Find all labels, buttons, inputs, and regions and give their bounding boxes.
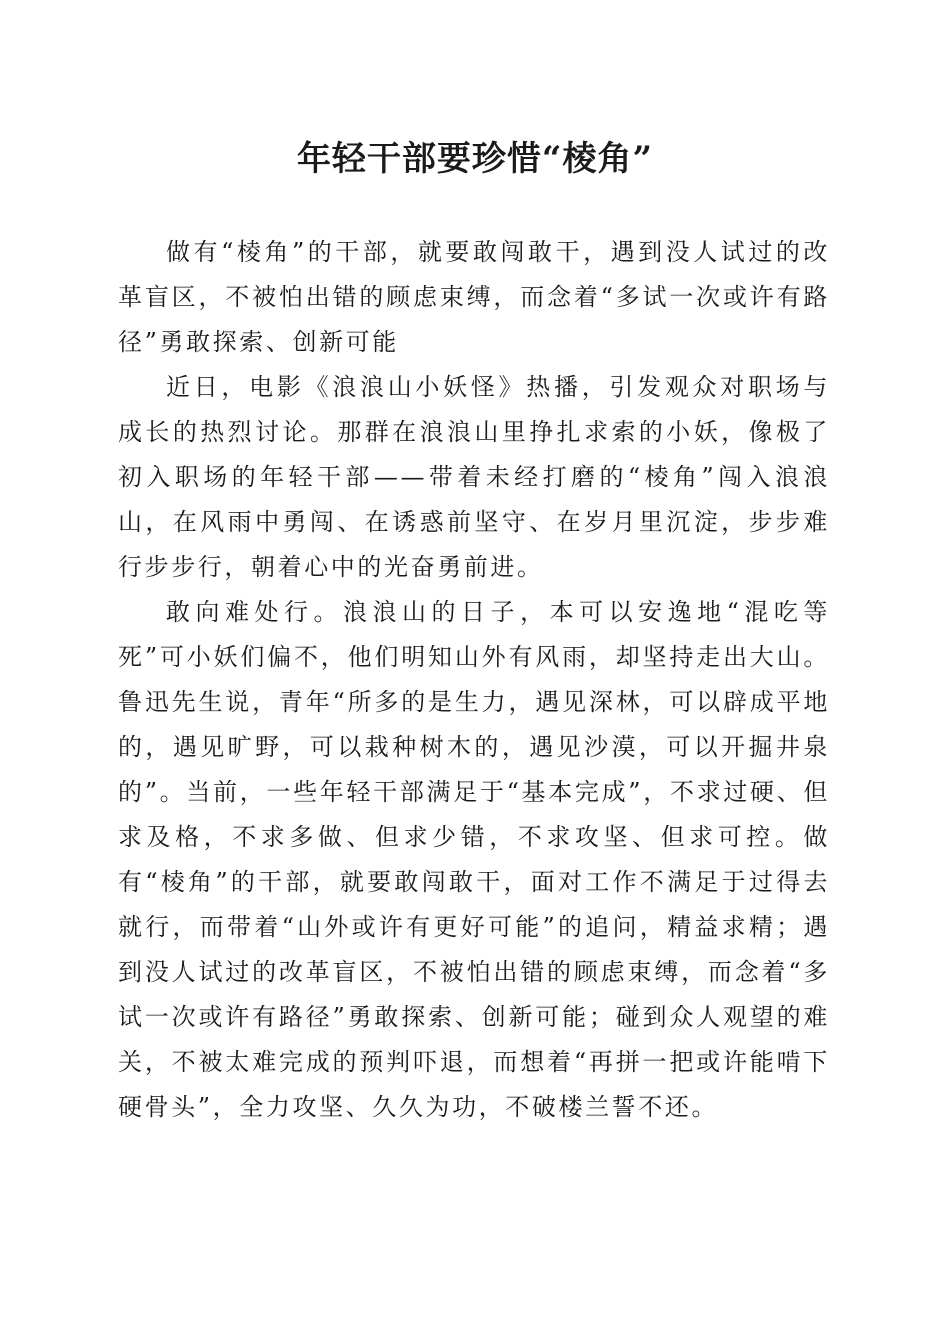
document-title: 年轻干部要珍惜“棱角” [296,139,654,179]
paragraph-dare-difficulty: 敢向难处行。浪浪山的日子，本可以安逸地“混吃等死”可小妖们偏不，他们明知山外有风雨，却坚持走出大山。鲁迅先生说，青年“所多的是生力，遇见深林，可以辟成平地的，遇见旷野，可以栽种树木的，遇见沙漠，可以开掘井泉的”。当前，一些年轻干部满足于“基本完成”，不求过硬、但求及格，不求多做、但求少错，不求攻坚、但求可控。做有“棱角”的干部，就要敢闯敢干，面对工作不满足于过得去就行，而带着“山外或许有更好可能”的追问，精益求精；遇到没人试过的改革盲区，不被怕出错的顾虑束缚，而念着“多试一次或许有路径”勇敢探索、创新可能；碰到众人观望的难关，不被太难完成的预判吓退，而想着“再拼一把或许能啃下硬骨头”，全力攻坚、久久为功，不破楼兰誓不还。 [118,598,830,1121]
paragraph-intro: 近日，电影《浪浪山小妖怪》热播，引发观众对职场与成长的热烈讨论。那群在浪浪山里挣扎求索的小妖，像极了初入职场的年轻干部——带着未经打磨的“棱角”闯入浪浪山，在风雨中勇闯、在诱惑前坚守、在岁月里沉淀，步步难行步步行，朝着心中的光奋勇前进。 [118,373,830,581]
document-body [118,230,830,1130]
paragraph-summary: 做有“棱角”的干部，就要敢闯敢干，遇到没人试过的改革盲区，不被怕出错的顾虑束缚，而念着“多试一次或许有路径”勇敢探索、创新可能 [118,238,830,356]
